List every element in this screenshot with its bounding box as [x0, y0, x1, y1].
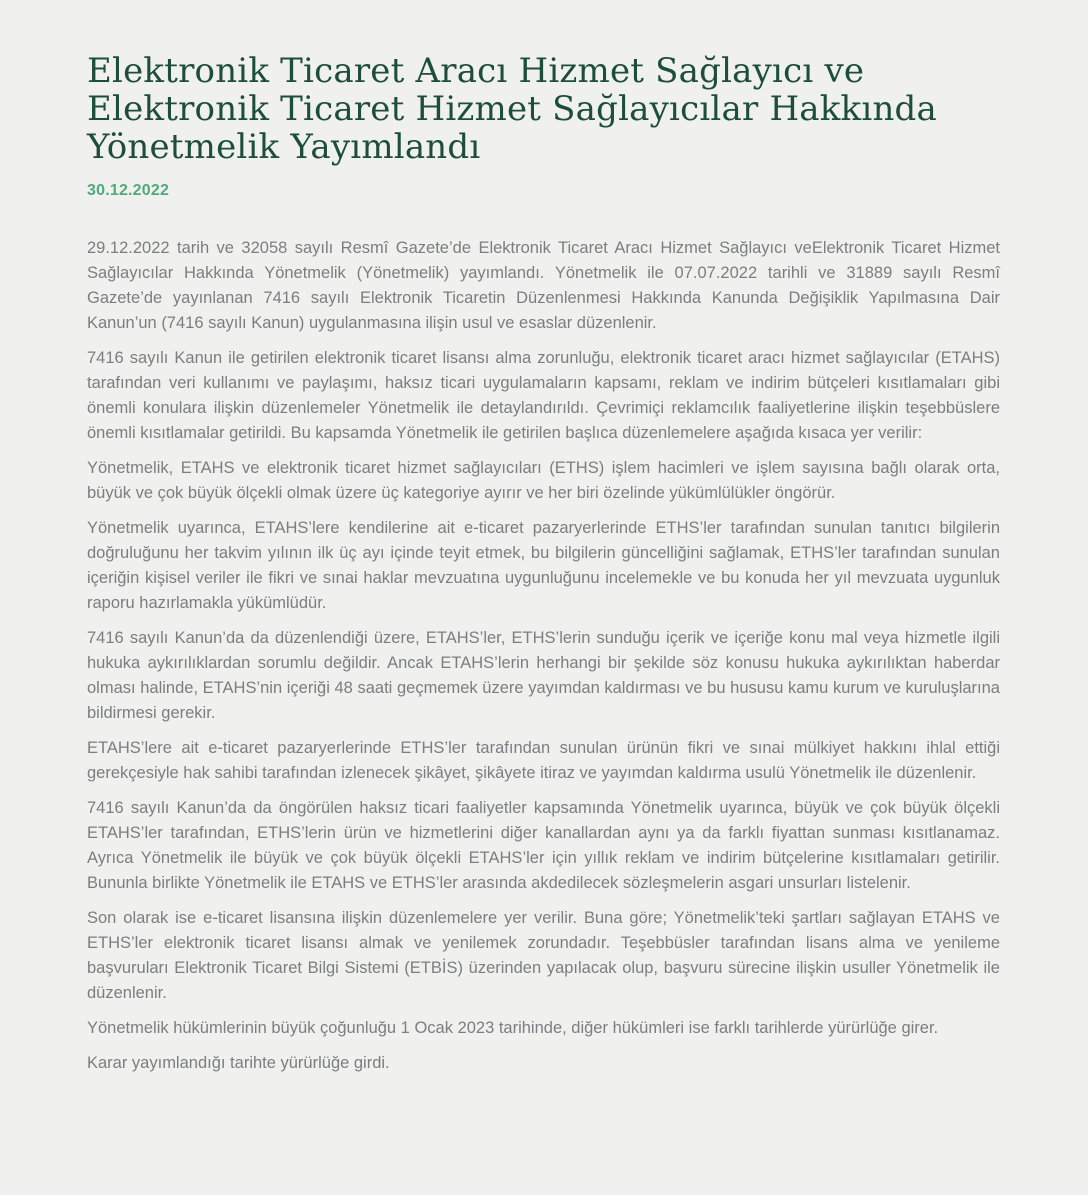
page-title-line-2: Elektronik Ticaret Hizmet Sağlayıcılar Hakkında [87, 89, 937, 129]
page-title-line-3: Yönetmelik Yayımlandı [87, 127, 481, 167]
paragraph-5: 7416 sayılı Kanun’da da düzenlendiği üzere, ETAHS’ler, ETHS’lerin sunduğu içerik ve içeriğe konu mal veya hizmetle ilgili hukuka aykırılıklardan sorumlu değildir. Ancak ETAHS’lerin herhangi bir şekilde söz konusu hukuka aykırılıktan haberdar olması halinde, ETAHS’nin içeriği 48 saati geçmemek üzere yayımdan kaldırması ve bu hususu kamu kurum ve kuruluşlarına bildirmesi gerekir. [87, 629, 1000, 722]
paragraph-7: 7416 sayılı Kanun’da da öngörülen haksız ticari faaliyetler kapsamında Yönetmelik uyarınca, büyük ve çok büyük ölçekli ETAHS’ler tarafından, ETHS’lerin ürün ve hizmetlerini diğer kanallardan aynı ya da farklı fiyattan sunması kısıtlanamaz. Ayrıca Yönetmelik ile büyük ve çok büyük ölçekli ETAHS’ler için yıllık reklam ve indirim bütçelerine kısıtlamaları getirilir. Bununla birlikte Yönetmelik ile ETAHS ve ETHS’ler arasında akdedilecek sözleşmelerin asgari unsurları listelenir. [87, 799, 1000, 892]
publish-date: 30.12.2022 [87, 182, 170, 199]
paragraph-10: Karar yayımlandığı tarihte yürürlüğe girdi. [87, 1054, 390, 1072]
paragraph-3: Yönetmelik, ETAHS ve elektronik ticaret hizmet sağlayıcıları (ETHS) işlem hacimleri ve işlem sayısına bağlı olarak orta, büyük ve çok büyük ölçekli olmak üzere üç kategoriye ayırır ve her biri özelinde yükümlülükler öngörür. [87, 459, 1000, 502]
paragraph-9: Yönetmelik hükümlerinin büyük çoğunluğu 1 Ocak 2023 tarihinde, diğer hükümleri ise farklı tarihlerde yürürlüğe girer. [87, 1019, 939, 1037]
paragraph-1: 29.12.2022 tarih ve 32058 sayılı Resmî Gazete’de Elektronik Ticaret Aracı Hizmet Sağlayıcı veElektronik Ticaret Hizmet Sağlayıcılar Hakkında Yönetmelik (Yönetmelik) yayımlandı. Yönetmelik ile 07.07.2022 tarihli ve 31889 sayılı Resmî Gazete’de yayınlanan 7416 sayılı Elektronik Ticaretin Düzenlenmesi Hakkında Kanunda Değişiklik Yapılmasına Dair Kanun’un (7416 sayılı Kanun) uygulanmasına ilişin usul ve esaslar düzenlenir. [87, 239, 1000, 332]
article-body [87, 236, 1000, 1076]
paragraph-4: Yönetmelik uyarınca, ETAHS’lere kendilerine ait e-ticaret pazaryerlerinde ETHS’ler tarafından sunulan tanıtıcı bilgilerin doğruluğunu her takvim yılının ilk üç ayı içinde teyit etmek, bu bilgilerin güncelliğini sağlamak, ETHS’ler tarafından sunulan içeriğin kişisel veriler ile fikri ve sınai haklar mevzuatına uygunluğunu incelemekle ve bu konuda her yıl mevzuata uygunluk raporu hazırlamakla yükümlüdür. [87, 519, 1000, 612]
page-title-line-1: Elektronik Ticaret Aracı Hizmet Sağlayıcı ve [87, 51, 865, 91]
paragraph-6: ETAHS’lere ait e-ticaret pazaryerlerinde ETHS’ler tarafından sunulan ürünün fikri ve sınai mülkiyet hakkını ihlal ettiği gerekçesiyle hak sahibi tarafından izlenecek şikâyet, şikâyete itiraz ve yayımdan kaldırma usulü Yönetmelik ile düzenlenir. [87, 739, 1000, 782]
paragraph-2: 7416 sayılı Kanun ile getirilen elektronik ticaret lisansı alma zorunluğu, elektronik ticaret aracı hizmet sağlayıcılar (ETAHS) tarafından veri kullanımı ve paylaşımı, haksız ticari uygulamaların kapsamı, reklam ve indirim bütçeleri kısıtlamaları gibi önemli konulara ilişkin düzenlemeler Yönetmelik ile detaylandırıldı. Çevrimiçi reklamcılık faaliyetlerine ilişkin teşebbüslere önemli kısıtlamalar getirildi. Bu kapsamda Yönetmelik ile getirilen başlıca düzenlemelere aşağıda kısaca yer verilir: [87, 349, 1000, 442]
paragraph-8: Son olarak ise e-ticaret lisansına ilişkin düzenlemelere yer verilir. Buna göre; Yönetmelik’teki şartları sağlayan ETAHS ve ETHS’ler elektronik ticaret lisansı almak ve yenilemek zorundadır. Teşebbüsler tarafından lisans alma ve yenileme başvuruları Elektronik Ticaret Bilgi Sistemi (ETBİS) üzerinden yapılacak olup, başvuru sürecine ilişkin usuller Yönetmelik ile düzenlenir. [87, 909, 1000, 1002]
page-title [87, 52, 1000, 166]
